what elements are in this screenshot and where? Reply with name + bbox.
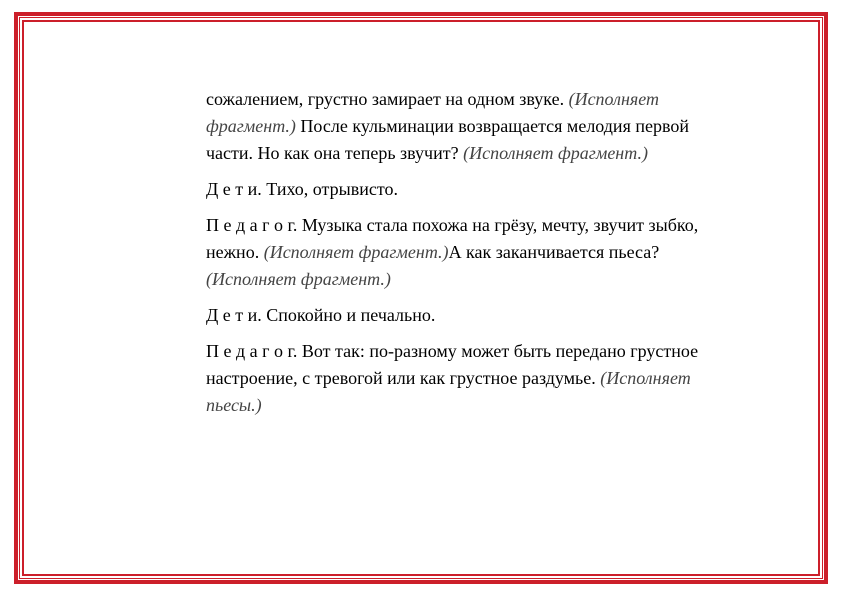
speaker-label: Д е т и. <box>206 305 262 325</box>
stage-direction: (Исполняет фрагмент.) <box>263 242 449 262</box>
text-body <box>206 86 726 428</box>
text-run: Спокойно и печально. <box>261 305 436 325</box>
text-run: Вот так: по-разному может быть передано грустное настроение, с тревогой или как грустное раздумье. <box>206 341 699 388</box>
speaker-label: П е д а г о г. <box>206 215 298 235</box>
paragraph-2 <box>206 176 726 203</box>
text-run: Тихо, отрывисто. <box>261 179 398 199</box>
paragraph-5 <box>206 338 726 419</box>
paragraph-3 <box>206 212 726 293</box>
paragraph-4 <box>206 302 726 329</box>
stage-direction: (Исполняет фрагмент.) <box>463 143 648 163</box>
stage-direction: (Исполняет пьесы.) <box>206 368 691 415</box>
stage-direction: (Исполняет фрагмент.) <box>206 269 391 289</box>
text-run: сожалением, грустно замирает на одном звуке. <box>206 89 569 109</box>
text-run: После кульминации возвращается мелодия первой части. Но как она теперь звучит? <box>206 116 689 163</box>
speaker-label: Д е т и. <box>206 179 262 199</box>
text-run: Музыка стала похожа на грёзу, мечту, звучит зыбко, нежно. <box>206 215 699 262</box>
stage-direction: (Исполняет фрагмент.) <box>206 89 660 136</box>
paragraph-1 <box>206 86 726 167</box>
speaker-label: П е д а г о г. <box>206 341 298 361</box>
text-run: А как заканчивается пьеса? <box>448 242 660 262</box>
